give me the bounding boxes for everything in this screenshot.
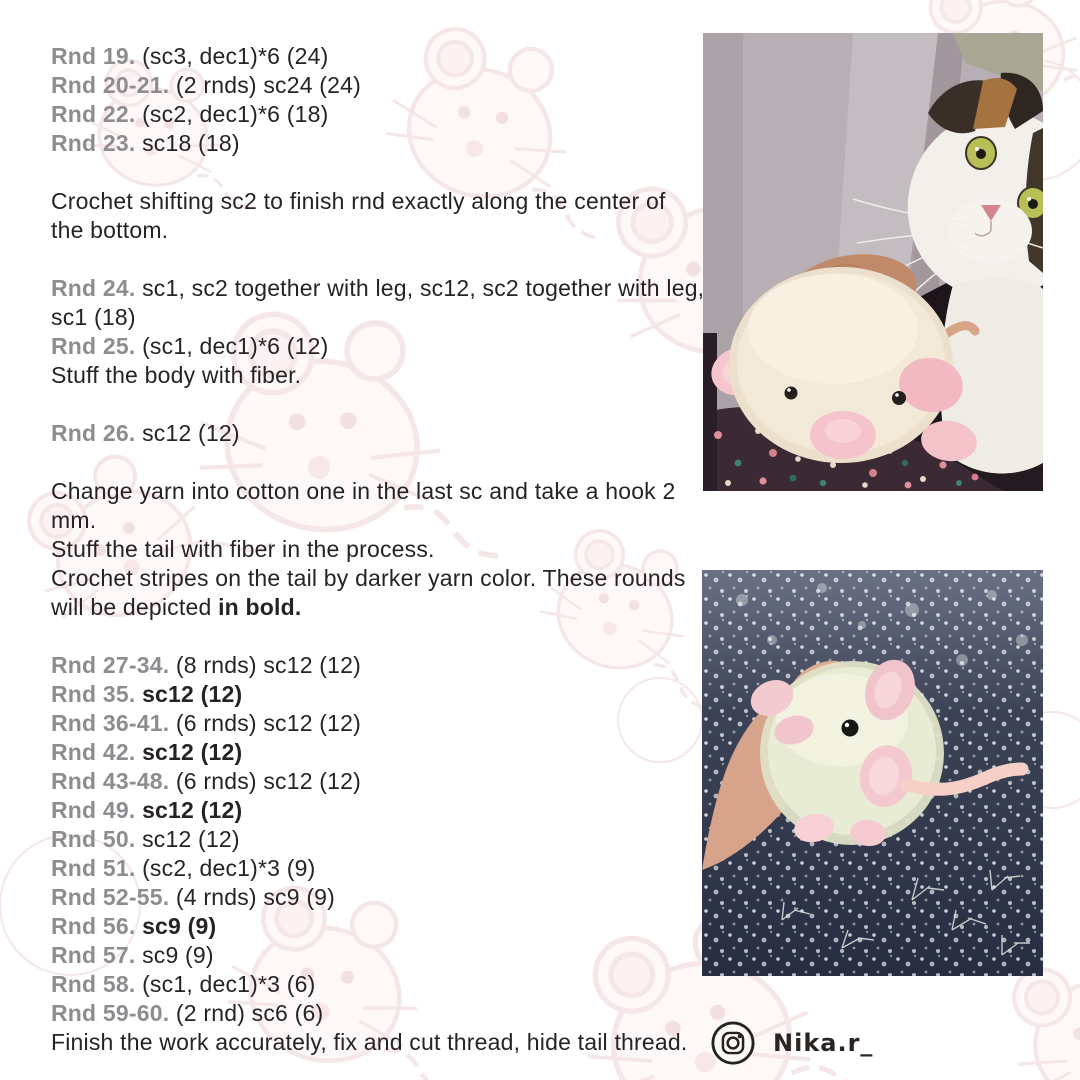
instagram-handle: Nika.r_ <box>773 1029 874 1057</box>
round-instruction: Change yarn into cotton one in the last sc and take a hook 2 <box>51 478 676 504</box>
pattern-line <box>51 738 704 767</box>
pattern-line <box>51 680 704 709</box>
round-instruction: sc9 (9) <box>142 913 217 939</box>
pattern-line <box>51 129 704 158</box>
pattern-line <box>51 100 704 129</box>
round-instruction: in bold. <box>218 594 302 620</box>
pattern-line <box>51 42 704 71</box>
round-instruction: sc18 (18) <box>142 130 240 156</box>
round-label: Rnd 25. <box>51 333 143 359</box>
pattern-line <box>51 332 704 361</box>
pattern-line <box>51 361 704 390</box>
round-instruction: Stuff the body with fiber. <box>51 362 302 388</box>
round-instruction: (2 rnds) sc24 (24) <box>175 72 362 98</box>
round-instruction: (6 rnds) sc12 (12) <box>175 710 362 736</box>
instagram-credit[interactable] <box>710 1020 873 1066</box>
cat-with-crochet-rat-photo <box>703 33 1043 491</box>
instagram-icon <box>710 1020 756 1066</box>
round-instruction: the bottom. <box>51 217 169 243</box>
pattern-line <box>51 535 704 564</box>
round-instruction: sc12 (12) <box>142 826 240 852</box>
round-instruction: sc12 (12) <box>142 420 240 446</box>
round-label: Rnd 58. <box>51 971 143 997</box>
pattern-line <box>51 274 704 303</box>
round-label: Rnd 23. <box>51 130 143 156</box>
round-instruction: (6 rnds) sc12 (12) <box>175 768 362 794</box>
round-label: Rnd 57. <box>51 942 143 968</box>
round-label: Rnd 35. <box>51 681 143 707</box>
pattern-line <box>51 825 704 854</box>
round-label: Rnd 22. <box>51 101 143 127</box>
round-instruction: sc1, sc2 together with leg, sc12, sc2 together with leg, <box>142 275 705 301</box>
round-label: Rnd 49. <box>51 797 143 823</box>
round-label: Rnd 52-55. <box>51 884 176 910</box>
pattern-line <box>51 709 704 738</box>
pattern-line <box>51 1028 704 1057</box>
pattern-line <box>51 419 704 448</box>
pattern-line <box>51 187 704 216</box>
round-label: Rnd 59-60. <box>51 1000 176 1026</box>
round-instruction: Finish the work accurately, fix and cut thread, hide tail thread. <box>51 1029 688 1055</box>
round-instruction: (sc3, dec1)*6 (24) <box>142 43 329 69</box>
spacer-line <box>51 158 704 187</box>
round-label: Rnd 43-48. <box>51 768 176 794</box>
cat-photo-illustration <box>703 33 1043 491</box>
round-instruction: (8 rnds) sc12 (12) <box>175 652 362 678</box>
round-instruction: Stuff the tail with fiber in the process. <box>51 536 435 562</box>
round-instruction: (sc2, dec1)*6 (18) <box>142 101 329 127</box>
round-label: Rnd 19. <box>51 43 143 69</box>
crochet-mouse-held-in-hand-photo <box>702 570 1043 976</box>
pattern-line <box>51 651 704 680</box>
round-instruction: (sc2, dec1)*3 (9) <box>142 855 316 881</box>
pattern-line <box>51 477 704 506</box>
pattern-line <box>51 883 704 912</box>
round-instruction: sc12 (12) <box>142 681 243 707</box>
pattern-line <box>51 999 704 1028</box>
round-instruction: will be depicted <box>51 594 219 620</box>
mouse-photo-illustration <box>702 570 1043 976</box>
round-instruction: Crochet shifting sc2 to finish rnd exactly along the center of <box>51 188 666 214</box>
round-label: Rnd 42. <box>51 739 143 765</box>
pattern-line <box>51 912 704 941</box>
pattern-line <box>51 71 704 100</box>
round-instruction: sc1 (18) <box>51 304 136 330</box>
round-instruction: sc12 (12) <box>142 797 243 823</box>
pattern-line <box>51 941 704 970</box>
pattern-line <box>51 796 704 825</box>
round-label: Rnd 27-34. <box>51 652 176 678</box>
round-label: Rnd 24. <box>51 275 143 301</box>
spacer-line <box>51 448 704 477</box>
spacer-line <box>51 622 704 651</box>
round-label: Rnd 50. <box>51 826 143 852</box>
round-instruction: (4 rnds) sc9 (9) <box>175 884 336 910</box>
round-instruction: mm. <box>51 507 97 533</box>
pattern-line <box>51 303 704 332</box>
pattern-line <box>51 767 704 796</box>
spacer-line <box>51 390 704 419</box>
pattern-line <box>51 854 704 883</box>
pattern-line <box>51 506 704 535</box>
pattern-line <box>51 593 704 622</box>
round-instruction: (2 rnd) sc6 (6) <box>175 1000 324 1026</box>
spacer-line <box>51 245 704 274</box>
round-instruction: sc9 (9) <box>142 942 214 968</box>
round-instruction: sc12 (12) <box>142 739 243 765</box>
pattern-line <box>51 564 704 593</box>
round-label: Rnd 36-41. <box>51 710 176 736</box>
pattern-line <box>51 970 704 999</box>
round-label: Rnd 26. <box>51 420 143 446</box>
pattern-line <box>51 216 704 245</box>
round-label: Rnd 56. <box>51 913 143 939</box>
round-instruction: Crochet stripes on the tail by darker yarn color. These rounds <box>51 565 686 591</box>
round-instruction: (sc1, dec1)*3 (6) <box>142 971 316 997</box>
round-instruction: (sc1, dec1)*6 (12) <box>142 333 329 359</box>
pattern-text <box>51 42 704 1057</box>
round-label: Rnd 20-21. <box>51 72 176 98</box>
round-label: Rnd 51. <box>51 855 143 881</box>
